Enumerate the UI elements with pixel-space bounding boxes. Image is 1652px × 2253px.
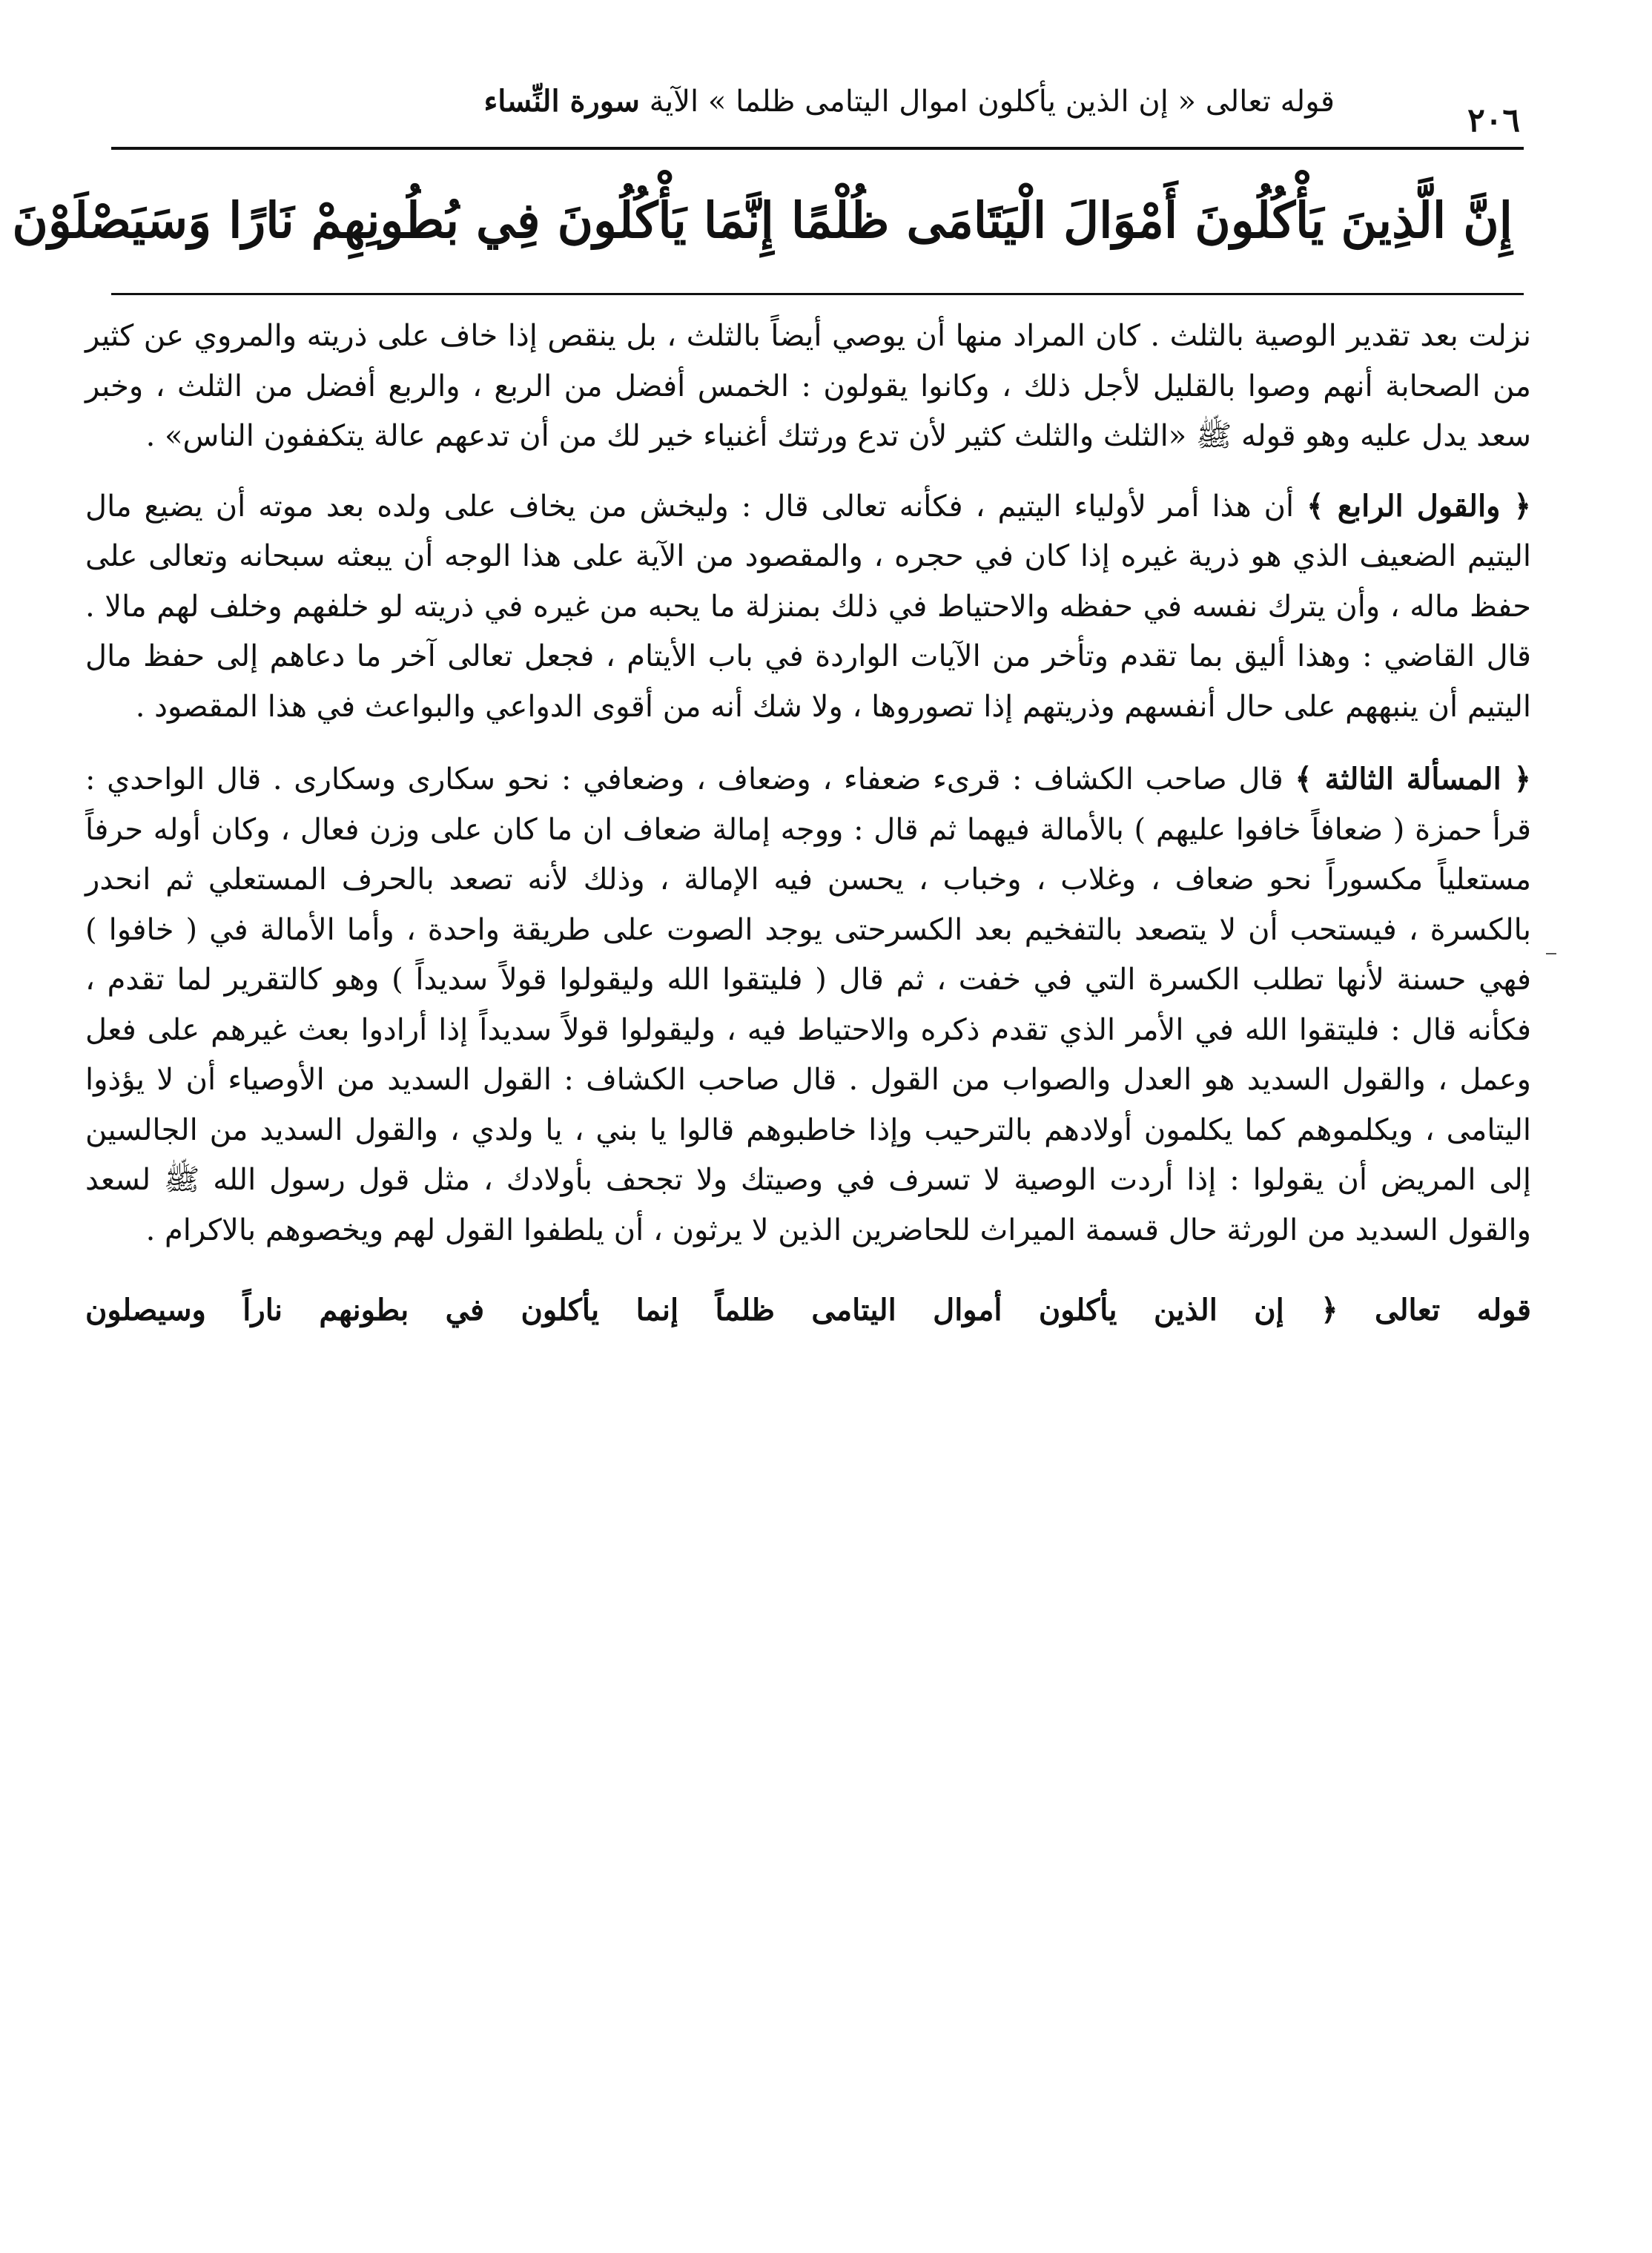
page-number: ٢٠٦	[1467, 102, 1520, 139]
header-rule	[111, 147, 1524, 150]
margin-mark	[1546, 953, 1556, 954]
page-header	[111, 70, 1520, 145]
paragraph-3	[85, 754, 1531, 1256]
page-body	[85, 311, 1531, 1355]
paragraph-2	[85, 481, 1531, 733]
running-title-text: قوله تعالى « إن الذين يأكلون اموال اليتامى ظلما » الآية	[649, 85, 1335, 119]
paragraph-4	[85, 1285, 1531, 1336]
running-title	[484, 84, 1335, 119]
surah-name: سورة النِّساء	[483, 84, 640, 119]
next-verse-text: ﴿ إن الذين يأكلون أموال اليتامى ظلماً إنما يأكلون في بطونهم ناراً وسيصلون	[85, 1293, 1338, 1327]
section-label-third-issue: ﴿ المسألة الثالثة ﴾	[1295, 762, 1531, 796]
verse-rule	[111, 293, 1524, 295]
paragraph-3-text: قال صاحب الكشاف : قرىء ضعفاء ، وضعاف ، وضعافي : نحو سكارى وسكارى . قال الواحدي : قرأ حمزة ( ضعافاً خافوا عليهم ) بالأمالة فيهما ثم قال : ووجه إمالة ضعاف ان ما كان على وزن فعال ، وكان أوله حرفاً مستعلياً مكسوراً نحو ضعاف ، وغلاب ، وخباب ، يحسن فيه الإمالة ، وذلك لأنه تصعد بالحرف المستعلي ثم انحدر بالكسرة ، فيستحب أن لا يتصعد بالتفخيم بعد الكسرحتى يوجد الصوت على طريقة واحدة ، وأما الأمالة في ( خافوا ) فهي حسنة لأنها تطلب الكسرة التي في خفت ، ثم قال ( فليتقوا الله وليقولوا قولاً سديداً ) وهو كالتقرير لما تقدم ، فكأنه قال : فليتقوا الله في الأمر الذي تقدم ذكره والاحتياط فيه ، وليقولوا قولاً سديداً إذا أرادوا بعث غيرهم على فعل وعمل ، والقول السديد هو العدل والصواب من القول . قال صاحب الكشاف : القول السديد من الأوصياء أن لا يؤذوا اليتامى ، ويكلموهم كما يكلمون أولادهم بالترحيب وإذا خاطبوهم قالوا يا بني ، يا ولدي ، والقول السديد من الجالسين إلى المريض أن يقولوا : إذا أردت الوصية لا تسرف في وصيتك ولا تجحف بأولادك ، مثل قول رسول الله ﷺ لسعد والقول السديد من الورثة حال قسمة الميراث للحاضرين الذين لا يرثون ، أن يلطفوا القول لهم ويخصوهم بالاكرام .	[85, 762, 1531, 1247]
section-label-fourth-opinion: ﴿ والقول الرابع ﴾	[1306, 488, 1531, 524]
paragraph-1: نزلت بعد تقدير الوصية بالثلث . كان المراد منها أن يوصي أيضاً بالثلث ، بل ينقص إذا خاف على ذريته والمروي عن كثير من الصحابة أنهم وصوا بالقليل لأجل ذلك ، وكانوا يقولون : الخمس أفضل من الربع ، والربع أفضل من الثلث ، وخبر سعد يدل عليه وهو قوله ﷺ «الثلث والثلث كثير لأن تدع ورثتك أغنياء خير لك من أن تدعهم عالة يتكففون الناس» .	[85, 319, 1532, 453]
quran-verse: إِنَّ الَّذِينَ يَأْكُلُونَ أَمْوَالَ الْيَتَامَى ظُلْمًا إِنَّمَا يَأْكُلُونَ فِي بُطُونِهِمْ نَارًا وَسَيَصْلَوْنَ	[12, 191, 1513, 249]
next-verse-label: قوله تعالى	[1375, 1293, 1532, 1327]
paragraph-2-text: أن هذا أمر لأولياء اليتيم ، فكأنه تعالى قال : وليخش من يخاف على ولده بعد موته أن يضيع مال اليتيم الضعيف الذي هو ذرية غيره إذا كان في حجره ، والمقصود من الآية على هذا الوجه أن يبعثه سبحانه وتعالى على حفظ ماله ، وأن يترك نفسه في حفظه والاحتياط في ذلك بمنزلة ما يحبه من غيره في ذريته لو خلفهم وخلف لهم مالا . قال القاضي : وهذا أليق بما تقدم وتأخر من الآيات الواردة في باب الأيتام ، فجعل تعالى آخر ما دعاهم إلى حفظ مال اليتيم أن ينبههم على حال أنفسهم وذريتهم إذا تصوروها ، ولا شك أنه من أقوى الدواعي والبواعث في هذا المقصود .	[85, 489, 1531, 724]
